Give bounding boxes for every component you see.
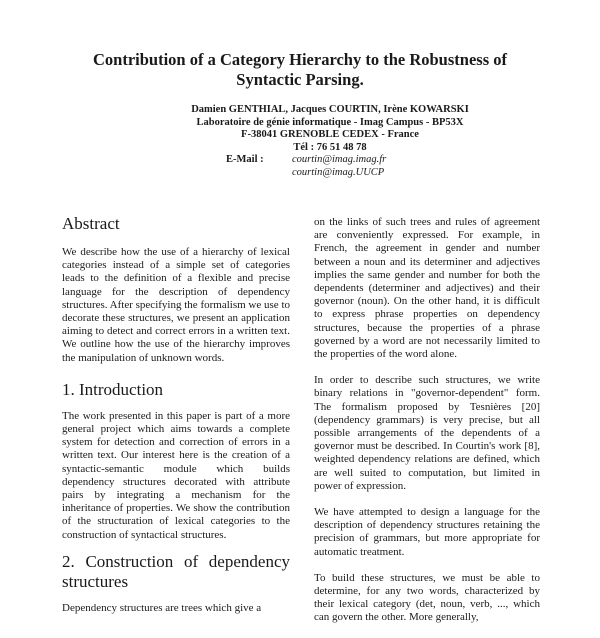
abstract-text: We describe how the use of a hierarchy of lexical categories instead of a simple set of categories leads to the definition of a flexible and precise language for the description of dependency structures. After specifying the formalism we use to decorate these structures, we present an application aiming to detect and correct errors in a written text. We outline how the use of the hierarchy improves the manipulation of unknown words. [62, 246, 290, 364]
email-address-1: courtin@imag.imag.fr [292, 154, 387, 165]
right-paragraph-4: To build these structures, we must be able to determine, for any two words, characterized by their lexical category (det, noun, verb, ..., which can govern the other. More generally, [314, 571, 540, 624]
affiliation: Laboratoire de génie informatique - Imag Campus - BP53X [196, 116, 464, 128]
address: F-38041 GRENOBLE CEDEX - France [241, 129, 419, 140]
right-column [314, 216, 540, 638]
title-line-1: Contribution of a Category Hierarchy to the Robustness of [92, 50, 507, 69]
right-paragraph-1: on the links of such trees and rules of agreement are conveniently expressed. For example, in French, the agreement in gender and number between a noun and its determiner and adjectives implies the same gender and number for both the dependents (determiner and adjectives) and their governor (noun). On the other hand, it is difficult to express phrase properties on dependency structures, because the properties of a phrase governed by a word are not necessarily limited to the properties of the word alone. [314, 216, 540, 361]
left-column [62, 214, 290, 615]
email-row-2 [120, 167, 540, 180]
title-line-2: Syntactic Parsing. [236, 70, 364, 89]
email-label: E-Mail : [226, 154, 264, 165]
telephone: Tél : 76 51 48 78 [293, 141, 367, 153]
section-2-text: Dependency structures are trees which give a [62, 601, 262, 614]
introduction-heading: 1. Introduction [62, 379, 164, 399]
right-paragraph-2: In order to describe such structures, we write binary relations in "governor-dependent" form. The formalism proposed by Tesnières [20] (dependency grammars) is very precise, but all possible arrangements of the dependents of a governor must be described. In Courtin's work [8], weighted dependency relations are defined, which are well suited to computation, but limited in power of expression. [314, 374, 540, 492]
author-names: Damien GENTHIAL, Jacques COURTIN, Irène KOWARSKI [191, 104, 469, 115]
email-row [120, 154, 540, 167]
email-address-2: courtin@imag.UUCP [292, 166, 385, 178]
author-block [120, 104, 540, 179]
paper-title [60, 50, 540, 90]
introduction-text: The work presented in this paper is part of a more general project which aims towards a complete system for detection and correction of errors in a written text. Our interest here is the creation of a syntactic-semantic module which builds dependency structures decorated with attribute pairs by integrating a mechanism for the inheritance of properties. We show the contribution of the structuration of lexical categories to the construction of syntactical structures. [62, 409, 290, 541]
abstract-heading: Abstract [62, 214, 120, 233]
right-paragraph-3: We have attempted to design a language for the description of dependency structures retaining the precision of grammars, but more appropriate for automatic treatment. [314, 506, 540, 558]
section-2-heading: 2. Construction of dependency structures [62, 551, 290, 591]
